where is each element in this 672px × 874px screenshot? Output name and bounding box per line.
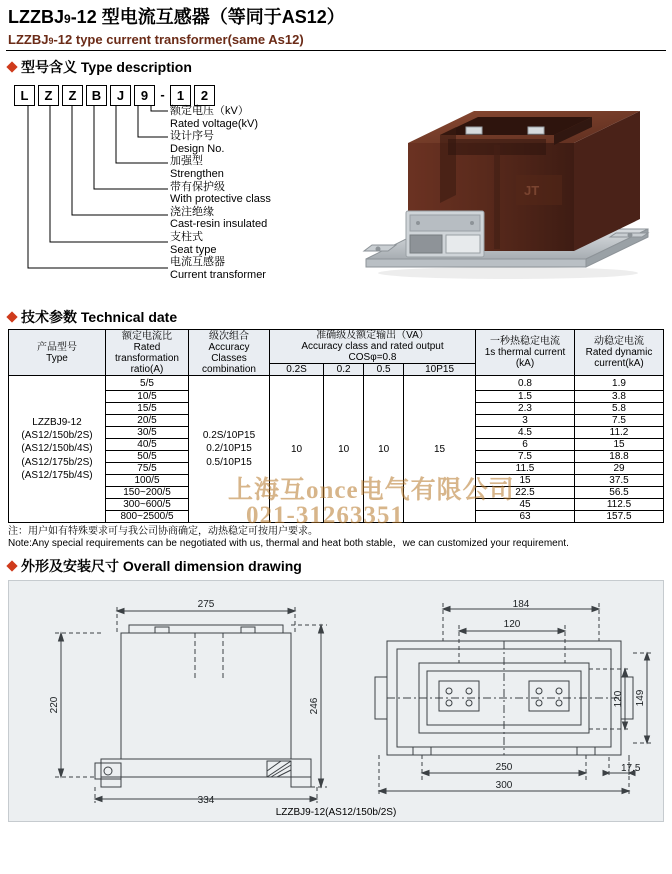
type-line: (AS12/150b/4S) — [21, 443, 93, 455]
dim-text-300: 300 — [495, 780, 513, 791]
dim-text-120-right: 120 — [613, 690, 624, 708]
table-note — [8, 526, 664, 550]
cell-dynamic: 7.5 — [575, 415, 664, 427]
cell-thermal: 4.5 — [476, 427, 575, 439]
col-subheader-0-5: 0.5 — [364, 364, 404, 376]
col-header-thermal-cn: 一秒热稳定电流 — [490, 336, 560, 347]
note-en: Note:Any special requirements can be negotiated with us, thermal and heat both stable，we can customized your requirement. — [8, 538, 569, 549]
cell-ratio: 10/5 — [106, 391, 189, 403]
section-heading-type-description — [8, 57, 672, 77]
note-cn: 注：用户如有特殊要求可与我公司协商确定，动热稳定可按用户要求。 — [8, 526, 318, 537]
dim-text-149: 149 — [635, 689, 646, 707]
dim-text-17-5: 17.5 — [621, 763, 641, 774]
col-header-output-cn: 准确级及额定输出（VA） — [316, 330, 429, 341]
cell-ratio: 50/5 — [106, 451, 189, 463]
code-cell: 2 — [194, 85, 215, 106]
cell-ratio: 75/5 — [106, 463, 189, 475]
title-en-part2: -12 type current transformer(same As12) — [53, 32, 304, 47]
cell-thermal: 6 — [476, 439, 575, 451]
label-rated-voltage — [170, 105, 271, 130]
cell-ratio: 30/5 — [106, 427, 189, 439]
cell-dynamic: 11.2 — [575, 427, 664, 439]
type-description-area — [0, 79, 672, 301]
watermark-company: 上海互once电气有限公司 — [228, 477, 515, 504]
col-subheader-0-2: 0.2 — [324, 364, 364, 376]
cell-dynamic: 18.8 — [575, 451, 664, 463]
label-protective-class — [170, 181, 271, 206]
code-cell: Z — [62, 85, 83, 106]
cell-thermal: 15 — [476, 475, 575, 487]
cell-ratio: 5/5 — [106, 376, 189, 391]
label-cn: 带有保护级 — [170, 180, 225, 193]
drawing-caption: LZZBJ9-12(AS12/150b/2S) — [275, 807, 397, 818]
accuracy-line: 0.5/10P15 — [206, 456, 252, 468]
label-en: With protective class — [170, 193, 271, 206]
type-line: (AS12/175b/2S) — [21, 456, 93, 468]
type-description-labels — [170, 105, 271, 281]
type-line: (AS12/150b/2S) — [21, 430, 93, 442]
cell-ratio: 20/5 — [106, 415, 189, 427]
cell-ratio: 150~200/5 — [106, 487, 189, 499]
cell-thermal: 3 — [476, 415, 575, 427]
cell-ratio: 15/5 — [106, 403, 189, 415]
dimension-drawing-area — [8, 580, 664, 822]
label-cn: 支柱式 — [170, 230, 203, 243]
table-body — [9, 376, 664, 523]
title-chinese — [8, 6, 664, 30]
table-row — [9, 376, 664, 391]
dim-120-top — [459, 625, 565, 663]
col-header-type — [9, 330, 106, 376]
col-header-thermal-en: 1s thermal current (kA) — [484, 347, 566, 369]
cell-thermal: 7.5 — [476, 451, 575, 463]
label-en: Current transformer — [170, 268, 266, 281]
cell-thermal: 63 — [476, 511, 575, 523]
cell-accuracy — [189, 376, 270, 523]
label-cn: 加强型 — [170, 155, 203, 168]
cell-output-0-2: 10 — [324, 376, 364, 523]
col-header-dynamic — [575, 330, 664, 376]
col-header-accuracy-cn: 级次组合 — [209, 330, 249, 342]
col-subheader-10p15: 10P15 — [404, 364, 476, 376]
cell-thermal: 0.8 — [476, 376, 575, 391]
title-en-part1: LZZBJ — [8, 32, 49, 47]
type-names — [11, 416, 103, 482]
dim-120-right — [589, 669, 631, 729]
accuracy-combination — [191, 429, 267, 469]
code-cell: 1 — [170, 85, 191, 106]
col-header-accuracy — [189, 330, 270, 376]
cell-dynamic: 112.5 — [575, 499, 664, 511]
label-cn: 设计序号 — [170, 130, 214, 143]
section-heading-technical-data — [8, 307, 672, 327]
label-cn: 电流互感器 — [170, 256, 225, 269]
cell-dynamic: 56.5 — [575, 487, 664, 499]
table-header-row-1 — [9, 330, 664, 364]
col-header-output-en: Accuracy class and rated output — [301, 341, 444, 352]
cell-output-0-5: 10 — [364, 376, 404, 523]
label-design-no — [170, 130, 271, 155]
code-cell: J — [110, 85, 131, 106]
dim-text-334: 334 — [197, 795, 215, 806]
label-cn: 额定电压（kV） — [170, 105, 249, 117]
technical-parameters-table — [8, 329, 664, 523]
col-header-dynamic-cn: 动稳定电流 — [594, 336, 644, 347]
dim-text-246: 246 — [309, 697, 320, 715]
cell-output-10p15: 15 — [404, 376, 476, 523]
cell-dynamic: 5.8 — [575, 403, 664, 415]
col-subheader-0-2s: 0.2S — [270, 364, 324, 376]
product-photo — [348, 83, 668, 288]
cell-output-0-2s: 10 — [270, 376, 324, 523]
code-cell: Z — [38, 85, 59, 106]
col-header-ratio-en: Rated transformation ratio(A) — [115, 341, 179, 375]
cell-thermal: 11.5 — [476, 463, 575, 475]
accuracy-line: 0.2/10P15 — [206, 443, 252, 455]
col-header-type-en: Type — [46, 352, 68, 364]
header-divider — [6, 50, 666, 51]
cell-dynamic: 15 — [575, 439, 664, 451]
cell-type — [9, 376, 106, 523]
section-heading-dimension — [8, 556, 672, 576]
col-header-ratio — [106, 330, 189, 376]
cell-ratio: 100/5 — [106, 475, 189, 487]
cell-thermal: 22.5 — [476, 487, 575, 499]
title-cn-part1: LZZBJ — [8, 7, 64, 27]
cell-thermal: 45 — [476, 499, 575, 511]
leader-lines — [0, 79, 330, 301]
label-current-transformer — [170, 256, 271, 281]
label-cast-resin — [170, 206, 271, 231]
col-header-ratio-cn: 额定电流比 — [122, 330, 172, 342]
col-header-type-cn: 产品型号 — [37, 341, 77, 353]
section2-heading-text: 技术参数 Technical date — [21, 309, 178, 325]
col-header-thermal — [476, 330, 575, 376]
title-english — [8, 32, 664, 47]
cell-dynamic: 1.9 — [575, 376, 664, 391]
dim-275 — [117, 607, 295, 633]
label-seat-type — [170, 231, 271, 256]
cell-dynamic: 157.5 — [575, 511, 664, 523]
cell-ratio: 40/5 — [106, 439, 189, 451]
table-head — [9, 330, 664, 376]
cell-dynamic: 37.5 — [575, 475, 664, 487]
document-header — [0, 0, 672, 47]
title-cn-subscript: 9 — [64, 12, 71, 26]
code-cell: 9 — [134, 85, 155, 106]
col-header-output-cos: COSφ=0.8 — [348, 352, 397, 363]
label-en: Strengthen — [170, 167, 224, 180]
section1-heading-text: 型号含义 Type description — [21, 59, 192, 75]
diamond-bullet-icon — [6, 560, 17, 571]
title-cn-part2: -12 型电流互感器（等同于AS12） — [70, 7, 345, 27]
type-line: (AS12/175b/4S) — [21, 469, 93, 481]
cell-ratio: 300~600/5 — [106, 499, 189, 511]
label-cn: 浇注绝缘 — [170, 205, 214, 218]
dim-text-250: 250 — [495, 762, 513, 773]
dimension-drawing — [9, 581, 663, 819]
dim-text-275: 275 — [197, 599, 215, 610]
col-header-output — [270, 330, 476, 364]
cell-ratio: 800~2500/5 — [106, 511, 189, 523]
cell-dynamic: 29 — [575, 463, 664, 475]
label-strengthen — [170, 155, 271, 180]
col-header-dynamic-en: Rated dynamic current(kA) — [585, 347, 653, 369]
col-header-accuracy-en: Accuracy Classes combination — [202, 341, 256, 375]
label-en: Seat type — [170, 243, 217, 256]
dim-text-220: 220 — [49, 696, 60, 714]
watermark-phone: 021-31263351 — [246, 502, 404, 529]
code-cell: B — [86, 85, 107, 106]
label-en: Design No. — [170, 142, 225, 155]
code-cell-dash: - — [160, 87, 165, 102]
section3-heading-text: 外形及安装尺寸 Overall dimension drawing — [21, 558, 302, 574]
label-en: Cast-resin insulated — [170, 218, 268, 231]
svg-text:JT: JT — [524, 183, 540, 198]
cell-thermal: 2.3 — [476, 403, 575, 415]
dim-220 — [55, 633, 101, 777]
cell-dynamic: 3.8 — [575, 391, 664, 403]
dim-text-184: 184 — [512, 599, 530, 610]
diamond-bullet-icon — [6, 311, 17, 322]
label-en: Rated voltage(kV) — [170, 117, 259, 130]
title-en-subscript: 9 — [48, 36, 54, 46]
code-cell: L — [14, 85, 35, 106]
dim-text-120-top: 120 — [503, 619, 521, 630]
cell-thermal: 1.5 — [476, 391, 575, 403]
accuracy-line: 0.2S/10P15 — [202, 430, 256, 442]
diamond-bullet-icon — [6, 61, 17, 72]
type-line: LZZBJ9-12 — [32, 416, 82, 428]
